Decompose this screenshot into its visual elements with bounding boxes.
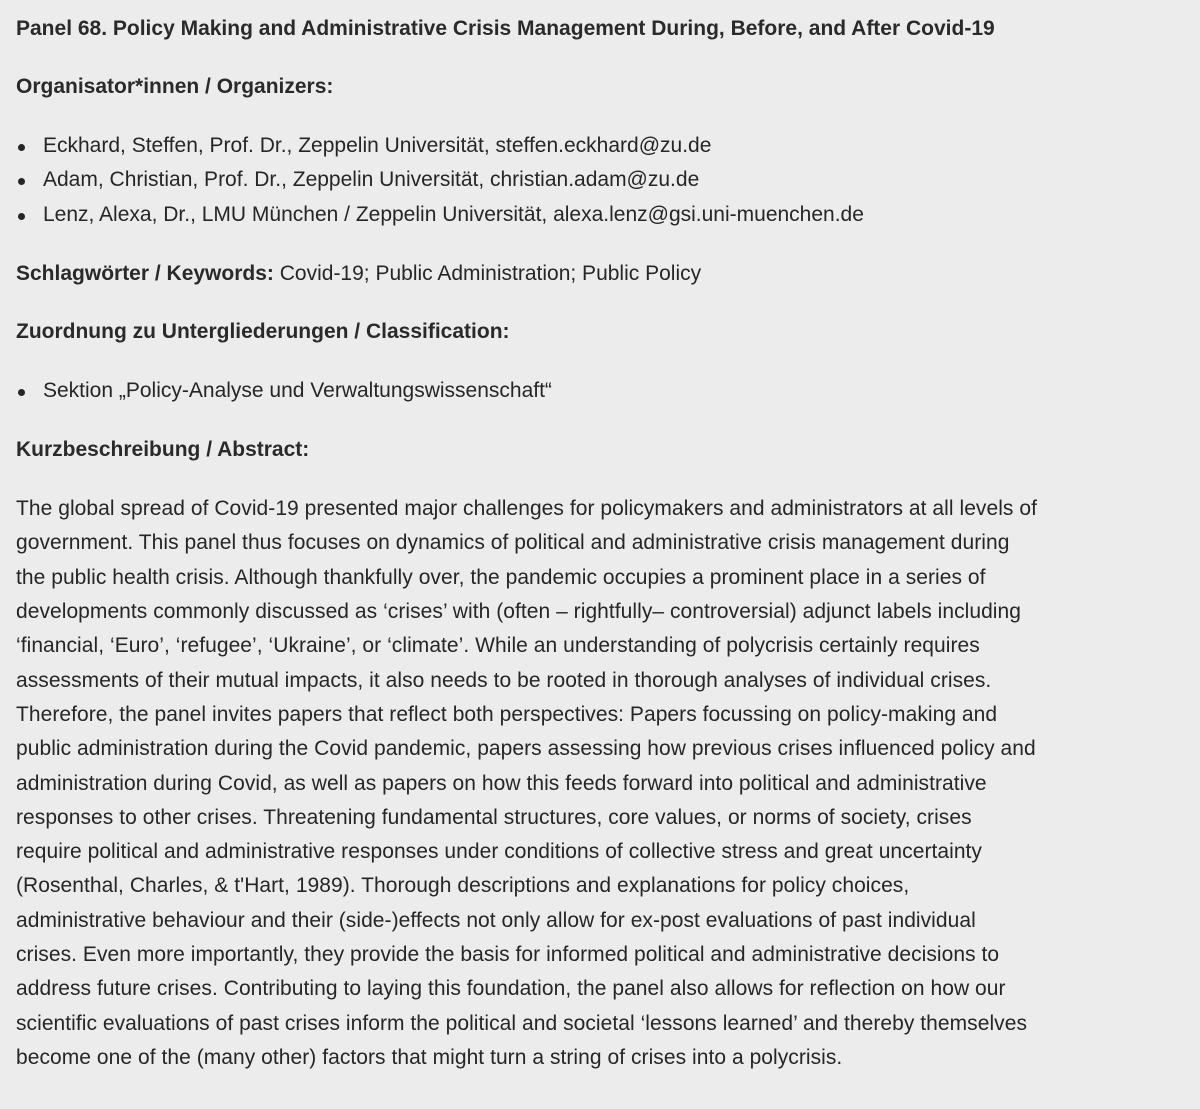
classification-label: Zuordnung zu Untergliederungen / Classification: <box>16 319 510 343</box>
bullet-icon <box>18 213 25 220</box>
keywords-label: Schlagwörter / Keywords: <box>16 261 274 285</box>
organizer-text: Lenz, Alexa, Dr., LMU München / Zeppelin Universität, alexa.lenz@gsi.uni-muenchen.de <box>43 202 864 226</box>
organizer-item <box>16 129 1184 163</box>
abstract-line: (Rosenthal, Charles, & t'Hart, 1989). Thorough descriptions and explanations for policy choices, <box>16 874 910 898</box>
abstract-line: administration during Covid, as well as papers on how this feeds forward into political and administrative <box>16 771 987 795</box>
abstract-line: Therefore, the panel invites papers that reflect both perspectives: Papers focussing on policy-making and <box>16 702 998 726</box>
bullet-icon <box>18 389 25 396</box>
abstract-line: responses to other crises. Threatening fundamental structures, core values, or norms of society, crises <box>16 805 972 829</box>
organizers-list <box>16 129 1184 232</box>
classification-item <box>16 374 1184 408</box>
abstract-line: assessments of their mutual impacts, it also needs to be rooted in thorough analyses of individual crises. <box>16 668 992 692</box>
organizer-text: Eckhard, Steffen, Prof. Dr., Zeppelin Universität, steffen.eckhard@zu.de <box>43 134 712 157</box>
classification-list <box>16 374 1184 408</box>
abstract-line: address future crises. Contributing to laying this foundation, the panel also allows for reflection on how our <box>16 977 1006 1001</box>
organizer-text: Adam, Christian, Prof. Dr., Zeppelin Universität, christian.adam@zu.de <box>43 168 700 192</box>
abstract-line: become one of the (many other) factors that might turn a string of crises into a polycrisis. <box>16 1045 843 1069</box>
classification-text: Sektion „Policy-Analyse und Verwaltungswissenschaft“ <box>43 378 552 402</box>
organizer-item <box>16 198 1184 232</box>
abstract-line: government. This panel thus focuses on dynamics of political and administrative crisis management during <box>16 531 1010 555</box>
keywords-line <box>16 259 1184 289</box>
spacer <box>16 347 1184 374</box>
spacer <box>16 408 1184 435</box>
abstract-line: public administration during the Covid pandemic, papers assessing how previous crises influenced policy and <box>16 737 1036 761</box>
bullet-icon <box>18 178 25 185</box>
spacer <box>16 232 1184 259</box>
organizer-item <box>16 163 1184 197</box>
abstract-text <box>16 492 1184 1075</box>
organizers-label: Organisator*innen / Organizers: <box>16 75 334 98</box>
abstract-line: scientific evaluations of past crises inform the political and societal ‘lessons learned’ and thereby themselves <box>16 1011 1028 1035</box>
abstract-line: developments commonly discussed as ‘crises’ with (often – rightfully– controversial) adjunct labels including <box>16 600 1021 624</box>
spacer <box>16 44 1184 72</box>
abstract-line: The global spread of Covid-19 presented major challenges for policymakers and administrators at all levels of <box>16 497 1037 521</box>
abstract-line: administrative behaviour and their (side-)effects not only allow for ex-post evaluations of past individual <box>16 908 976 932</box>
panel-title: Panel 68. Policy Making and Administrative Crisis Management During, Before, and After Covid-19 <box>16 17 995 40</box>
abstract-line: crises. Even more importantly, they provide the basis for informed political and administrative decisions to <box>16 943 1000 967</box>
abstract-line: require political and administrative responses under conditions of collective stress and great uncertainty <box>16 840 982 864</box>
abstract-label: Kurzbeschreibung / Abstract: <box>16 438 310 462</box>
keywords-value: Covid-19; Public Administration; Public Policy <box>279 261 702 285</box>
spacer <box>16 465 1184 492</box>
spacer <box>16 102 1184 129</box>
spacer <box>16 289 1184 317</box>
bullet-icon <box>18 144 25 151</box>
abstract-line: ‘financial, ‘Euro’, ‘refugee’, ‘Ukraine’, or ‘climate’. While an understanding of polycrisis certainly requires <box>16 634 980 658</box>
abstract-line: the public health crisis. Although thankfully over, the pandemic occupies a prominent place in a series of <box>16 565 986 589</box>
